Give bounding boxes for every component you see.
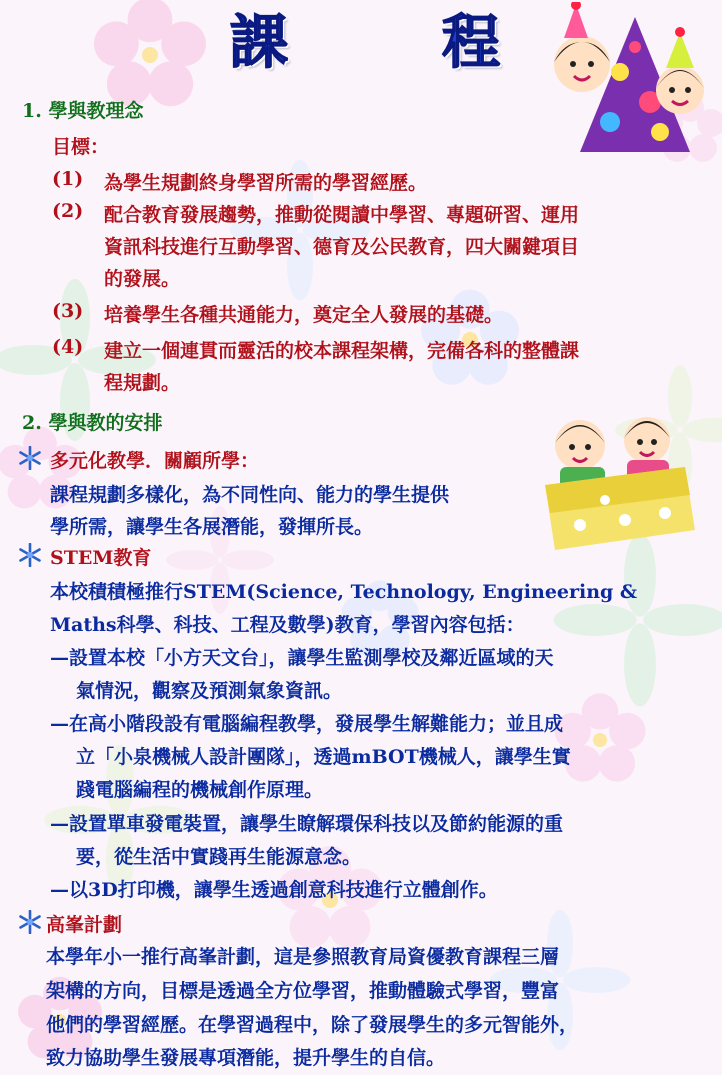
stem-bullet-1-line-1: —設置本校「小方天文台」，讓學生監測學校及鄰近區域的天 [50, 647, 554, 669]
item-2-number: (2) [52, 200, 84, 222]
item-1-line-1: 為學生規劃終身學習所需的學習經歷。 [104, 172, 428, 194]
stem-bullet-3-line-2: 要，從生活中實踐再生能源意念。 [76, 846, 362, 868]
sub2-title: STEM教育 [50, 547, 152, 569]
sub1-title: 多元化教學．關顧所學： [50, 450, 260, 472]
item-4-number: (4) [52, 336, 84, 358]
sub1-line-1: 課程規劃多樣化，為不同性向、能力的學生提供 [50, 484, 450, 506]
sub3-line-3: 他們的學習經歷。在學習過程中，除了發展學生的多元智能外， [46, 1014, 579, 1036]
section-2-heading: 2. 學與教的安排 [22, 412, 163, 434]
sub2-intro-2: Maths科學、科技、工程及數學)教育，學習內容包括： [50, 614, 525, 636]
item-3-number: (3) [52, 300, 84, 322]
sub2-intro-1: 本校積積極推行STEM(Science, Technology, Engineering & [50, 581, 638, 603]
goal-label: 目標： [52, 136, 110, 158]
kids-gift-box-illustration [535, 405, 700, 555]
stem-bullet-2-line-2: 立「小泉機械人設計團隊」，透過mBOT機械人，讓學生實 [76, 746, 571, 768]
item-2-line-3: 的發展。 [104, 268, 181, 290]
page-title [230, 2, 500, 76]
stem-bullet-4-line-1: —以3D打印機，讓學生透過創意科技進行立體創作。 [50, 879, 498, 901]
sub3-line-1: 本學年小一推行高峯計劃，這是參照教育局資優教育課程三層 [46, 946, 560, 968]
title-char-1: 課 [230, 8, 289, 76]
stem-bullet-2-line-3: 踐電腦編程的機械創作原理。 [76, 779, 324, 801]
sub3-title: 高峯計劃 [46, 914, 123, 936]
snowflake-bullet-icon [18, 543, 42, 567]
item-4-line-2: 程規劃。 [104, 372, 181, 394]
stem-bullet-3-line-1: —設置單車發電裝置，讓學生瞭解環保科技以及節約能源的重 [50, 813, 564, 835]
title-char-2: 程 [441, 8, 500, 76]
stem-bullet-2-line-1: —在高小階段設有電腦編程教學，發展學生解難能力；並且成 [50, 713, 564, 735]
item-4-line-1: 建立一個連貫而靈活的校本課程架構，完備各科的整體課 [104, 340, 580, 362]
sub1-line-2: 學所需，讓學生各展潛能，發揮所長。 [50, 516, 374, 538]
sub3-line-2: 架構的方向，目標是透過全方位學習，推動體驗式學習，豐富 [46, 980, 560, 1002]
item-2-line-2: 資訊科技進行互動學習、德育及公民教育，四大關鍵項目 [104, 236, 580, 258]
item-2-line-1: 配合教育發展趨勢，推動從閱讀中學習、專題研習、運用 [104, 204, 580, 226]
kids-party-hat-illustration [540, 2, 715, 157]
item-3-line-1: 培養學生各種共通能力，奠定全人發展的基礎。 [104, 304, 504, 326]
section-1-heading: 1. 學與教理念 [22, 100, 144, 122]
snowflake-bullet-icon [18, 910, 42, 934]
item-1-number: (1) [52, 168, 84, 190]
snowflake-bullet-icon [18, 446, 42, 470]
sub3-line-4: 致力協助學生發展專項潛能，提升學生的自信。 [46, 1047, 446, 1069]
stem-bullet-1-line-2: 氣情況，觀察及預測氣象資訊。 [76, 680, 343, 702]
